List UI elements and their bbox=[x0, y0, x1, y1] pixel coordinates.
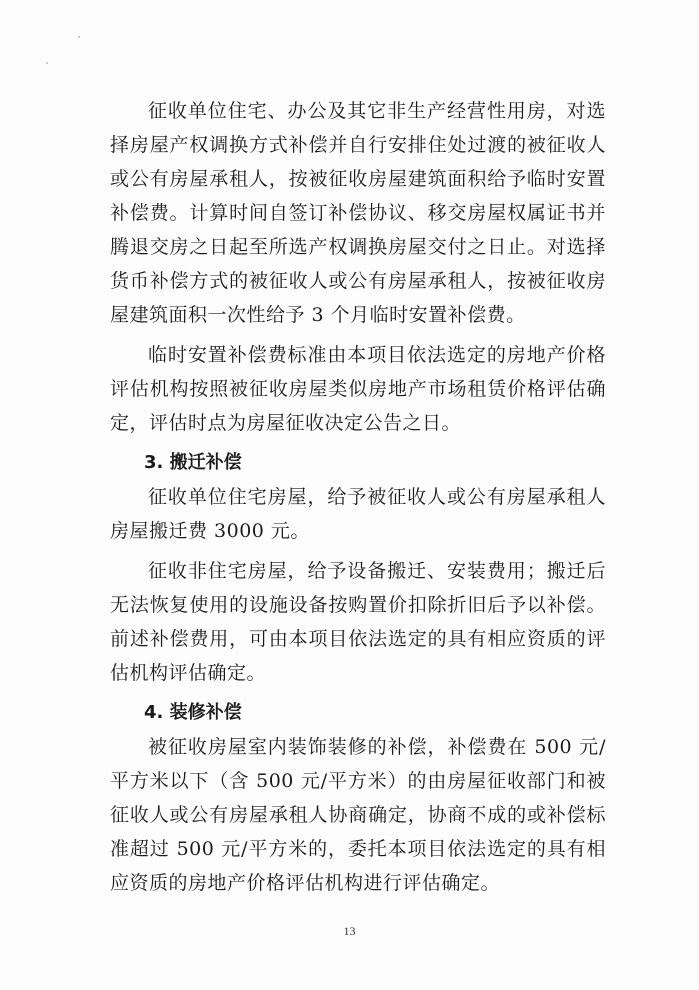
body-paragraph: 征收单位住宅房屋，给予被征收人或公有房屋承租人房屋搬迁费 3000 元。 bbox=[110, 486, 606, 542]
body-paragraph: 被征收房屋室内装饰装修的补偿，补偿费在 500 元/平方米以下（含 500 元/平方米）的由房屋征收部门和被征收人或公有房屋承租人协商确定，协商不成的或补偿标准超过 500 元/平方米的，委托本项目依法选定的具有相应资质的房地产价格评估机构进行评估确定。 bbox=[110, 736, 606, 894]
section-heading-decoration: 4. 装修补偿 bbox=[144, 702, 242, 723]
body-paragraph: 征收非住宅房屋，给予设备搬迁、安装费用；搬迁后无法恢复使用的设施设备按购置价扣除折旧后予以补偿。前述补偿费用，可由本项目依法选定的具有相应资质的评估机构评估确定。 bbox=[110, 560, 606, 684]
document-body bbox=[110, 94, 606, 900]
section-heading-relocation: 3. 搬迁补偿 bbox=[144, 452, 242, 473]
body-paragraph: 征收单位住宅、办公及其它非生产经营性用房，对选择房屋产权调换方式补偿并自行安排住处过渡的被征收人或公有房屋承租人，按被征收房屋建筑面积给予临时安置补偿费。计算时间自签订补偿协议、移交房屋权属证书并腾退交房之日起至所选产权调换房屋交付之日止。对选择货币补偿方式的被征收人或公有房屋承租人，按被征收房屋建筑面积一次性给予 3 个月临时安置补偿费。 bbox=[110, 100, 606, 326]
scan-speck bbox=[78, 36, 80, 38]
scan-speck bbox=[46, 62, 48, 64]
page-number: 13 bbox=[343, 924, 356, 938]
body-paragraph: 临时安置补偿费标准由本项目依法选定的房地产价格评估机构按照被征收房屋类似房地产市场租赁价格评估确定，评估时点为房屋征收决定公告之日。 bbox=[110, 344, 606, 434]
